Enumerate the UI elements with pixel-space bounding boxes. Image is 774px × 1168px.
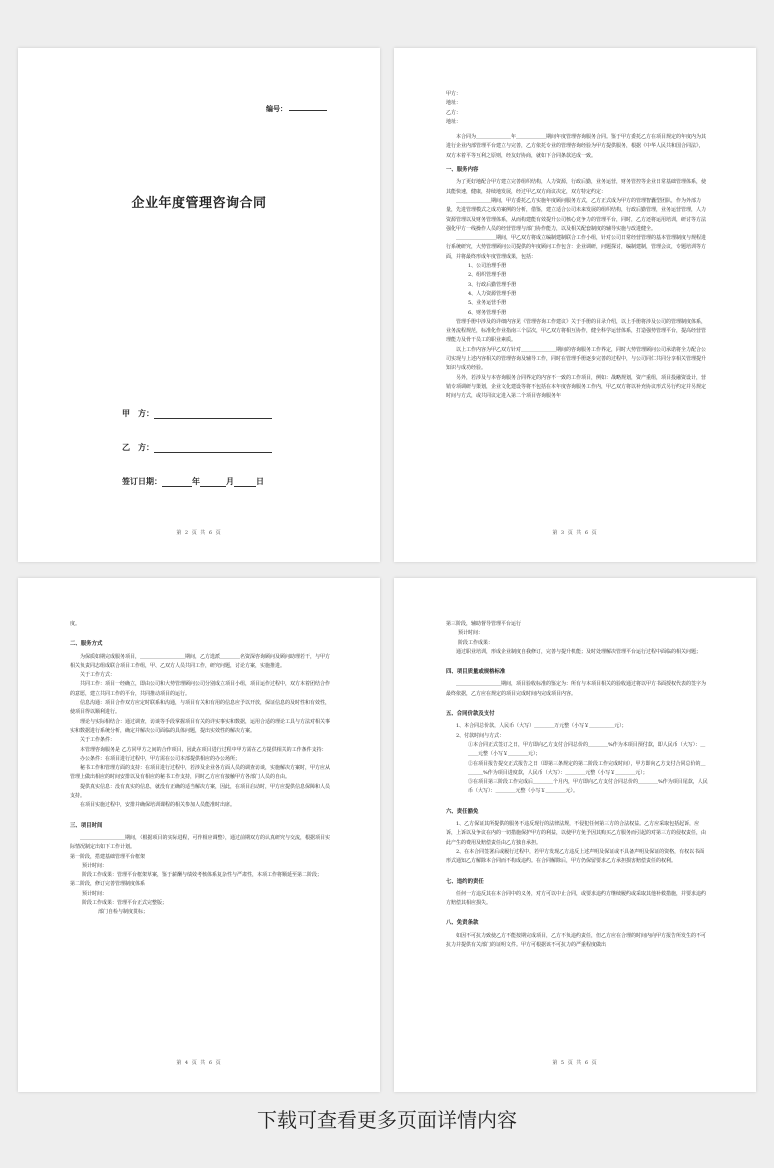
party-b-blank [154,452,272,453]
paragraph: 为保质如期完成服务项目，＿＿＿＿＿＿＿＿＿期间，乙方选派＿＿＿＿名资深咨询顾问及顾问助理若干，与甲方相关负责同志组成联合项目工作组，甲、乙双方人员共同工作，研究问题，讨论方案，实施推进。 [70,653,331,669]
paragraph: 2、在本合同签署后或履行过程中，若甲方发现乙方违反上述声明及保证或不具备声明及保证的资格，有权以书面形式通知乙方解除本合同而不构成违约。在合同解除后，甲方仍保留要求乙方承担损害赔偿责任的权利。 [446,848,705,865]
spacer [446,699,708,705]
paragraph: ②在项目报告提交正式报告之日（即第三条规定的第二阶段工作完成时间），甲方即向乙方支付合同总价的＿＿＿＿%作为项目进度款，人民币（大写）：＿＿＿＿元整（小写￥＿＿＿＿元）； [468,760,706,776]
paragraph: 通过职业培训，形成企业制度自我修订，完善与提升机能；及时处理解决管理平台运行过程中面临的相关问题； [456,648,702,655]
spacer [446,908,708,914]
paragraph: 阶段工作成果：管理平台框架草案，鉴于薪酬与绩效考核体系复杂性与严肃性，本项工作将顺延至第二阶段； [82,872,323,879]
paragraph: 预计时间： [82,862,108,869]
month-label: 月 [226,476,234,486]
paragraph: 5、业务运营手册 [468,300,507,307]
section-heading: 三、项目时间 [70,822,103,829]
page-4-text [70,620,332,918]
page-3-text [446,90,708,402]
sign-date-label: 签订日期： [122,476,162,486]
paragraph: 阶段工作成果：管理平台正式完整版； [82,900,168,907]
paragraph: 6、财务管理手册 [468,309,507,316]
paragraph: 共同工作：项目一经确立，即由公司和大势管理顾问公司分别成立项目小组，项目运作过程中，双方本着团结合作的意愿，建立共同工作的平台，共同推动项目的运行。 [70,681,331,697]
month-blank [200,486,226,487]
paragraph: 1、公司治理手册 [468,263,507,270]
section-heading: 七、违约的责任 [446,878,484,885]
paragraph: 信息沟通：项目合作双方应定时联系和沟通，与项目有关和有用的信息应予以开放，保证信息的及时性和有效性，使项目得以顺利进行。 [70,700,331,716]
page-3 [394,48,756,562]
paragraph: 3、行政后勤管理手册 [468,281,517,288]
page-footer: 第 4 页 共 6 页 [176,1060,222,1066]
day-label: 日 [256,476,264,486]
section-heading: 一、服务内容 [446,167,479,174]
paragraph: 以上工作内容为甲乙双方针对＿＿＿＿＿＿＿期间的咨询服务工作界定，同时大势管理顾问公司承诺将全力配合公司实现与上述内容相关的管理咨询及辅导工作，同时在管理手册逐步完善的过程中，与公司同仁共同分享相关管理提升知识与成功经验。 [446,346,707,372]
paragraph: ＿＿＿＿＿＿＿期间，甲方委托乙方实施年度顾问服务方式，乙方正式成为甲方的管理智囊型团队，作为外部力量，先进管理模式之成功案例的分析，借鉴，建立适合公司未来发展的组织结构，行政后勤管理，业务运营管理，人力资源管理以及财务管理体系，从而构建能有效提升公司核心竞争力的管理平台，同时，乙方还将运用培训，研讨等方法强化甲方一线操作人员的经营管理与部门协作能力，以及相关配套制度的辅导实施与改进健全。 [446,197,707,232]
paragraph: 2、付款时间与方式： [456,732,505,739]
page-5-text [446,620,708,950]
page-footer: 第 2 页 共 6 页 [176,530,222,536]
paragraph: 第一阶段，搭建基础管理平台框架 [70,853,146,860]
year-blank [162,486,192,487]
page-cover [18,48,380,562]
paragraph: 办公条件：在项目进行过程中，甲方需在公司本部提供相应的办公场所； [80,755,241,762]
paragraph: 管理手册中涉及的详细内容见《管理咨询工作建议》关于手册的目录介绍，以上手册将涉及公司的管理制度体系，业务流程规范，标准化作业指南三个层次，甲乙双方将相互协作，健全科学运营体系，打造强势管理平台，提高经营管理能力及骨干员工的职业素质。 [446,318,707,344]
section-heading: 二、服务方式 [70,641,103,648]
paragraph: 任何一方违反其在本合同中的义务，对方可以中止合同，或要求违约方继续履约或采取其他补救措施，并要求违约方赔偿其相应损失。 [446,890,707,907]
day-blank [234,486,256,487]
party-b-label: 乙 方： [122,442,154,452]
paragraph: 为了更好地配合甲方建立完善组织结构，人力资源，行政后勤，业务运营，财务管控等企业日常基础管理体系，使其能快速，健康，持续地发展，经过甲乙双方商议决定，双方特定约定： [446,179,707,195]
page-4 [18,578,380,1092]
paragraph: 地址： [446,118,462,125]
page-footer: 第 3 页 共 6 页 [552,530,598,536]
spacer [70,629,332,635]
paragraph: 关于工作条件： [80,737,116,744]
paragraph: ③在项目第三阶段工作完成后＿＿＿＿个月内，甲方即向乙方支付合同总价的＿＿＿＿%作为项目尾款，人民币（大写）：＿＿＿＿元整（小写￥＿＿＿＿元）。 [468,779,708,795]
spacer [70,811,332,817]
section-heading: 五、合同价款及支付 [446,711,495,718]
paragraph: 秘书工作和管理方面的支持：在项目进行过程中，若涉及企业各方面人员的调查访谈，实施解决方案时，甲方应从管理上做出相应的时间安排以及有相应的秘书工作支持，同时乙方应有接触甲方各部门人员的自由。 [70,765,331,781]
paragraph: 理论与实际相结合：通过调查，访谈等手段掌握项目有关的详实事实和数据，运用合适的理论工具与方法对相关事实和数据进行系统分析，确定并解决公司面临的具体问题，提出实效性的解决方案。 [70,718,331,734]
paragraph: 甲方： [446,91,462,97]
party-a-label: 甲 方： [122,408,154,418]
download-caption: 下载可查看更多页面详情内容 [257,1108,517,1132]
paragraph: ①本合同正式签订之日，甲方即向乙方支付合同总价的＿＿＿＿%作为本项目预付款，即人民币（大写）：＿＿＿元整（小写￥＿＿＿＿元）； [468,741,706,758]
paragraph: 2、组织管理手册 [468,272,507,279]
party-b-line [122,442,272,453]
paragraph: ＿＿＿＿＿＿＿＿＿期间，项目验收标准的鉴定为：所有与本项目相关的验收通过将以甲方书面授权代表的签字为最终依据，乙方应在规定的项目完成时间内完成项目内容。 [446,681,707,697]
serial-number [266,104,327,114]
paragraph: ＿＿＿＿＿＿＿＿＿期间，（根据项目的实际进程，可作相应调整），通过前期双方的认真研究与交流，根据项目实际情况制定出如下工作计划。 [70,834,331,851]
paragraph: 预计时间： [458,630,484,637]
paragraph: 关于工作方式： [80,672,116,679]
serial-blank [289,110,327,111]
paragraph: 部门自检与制度贯标； [98,909,149,916]
paragraph: 本管理咨询服务是 乙方同甲方之间的合作项目，因此在项目进行过程中甲方需在乙方提供相关的工作条件支持： [80,746,327,753]
sign-date-line [122,476,264,487]
paragraph: 乙方： [446,109,462,116]
spacer [446,797,708,803]
section-heading: 六、责任豁免 [446,808,479,815]
serial-label: 编号： [266,104,287,113]
party-a-blank [154,418,272,419]
paragraph: 4、人力资源管理手册 [468,290,517,297]
paragraph: 地址： [446,100,462,107]
paragraph: 预计时间： [82,890,108,897]
paragraph: 在项目实施过程中，安排并确保培训课程的相关参加人员能准时出席。 [80,802,236,809]
paragraph: 阶段工作成果： [458,639,494,646]
contract-title: 企业年度管理咨询合同 [131,196,267,211]
section-heading: 八、免责条款 [446,920,479,927]
spacer [446,657,708,663]
year-label: 年 [192,476,200,486]
paragraph: ＿＿＿＿＿＿＿＿期间，甲乙双方将成立编制建制联合工作小组，针对公司日常经营管理的基本管理制度与规程进行系统研究，大势管理顾问公司提供的年度顾问工作包含：企业调研，问题探讨，编制建制，管理会议，专题培训等方面，并将最终形成年度管理成果，包括： [446,235,707,260]
paragraph: 本合同为＿＿＿＿＿＿＿年＿＿＿＿＿＿期间年度管理咨询服务合同。鉴于甲方委托乙方在项目规定的年度内为其进行企业内部管理平台建立与完善，乙方依托专业的管理咨询经验为甲方提供服务，根据《中华人民共和国合同法》，双方本着平等互利之原则，经友好协商，就如下合同条款达成一致。 [446,134,707,159]
party-a-line [122,408,272,419]
spacer [446,867,708,873]
page-footer: 第 5 页 共 6 页 [552,1060,598,1066]
section-heading: 四、项目质量或规格标准 [446,669,506,676]
page-5 [394,578,756,1092]
paragraph: 提供真实信息：没有真实的信息，就没有正确的适当解决方案，因此，在项目启动时，甲方应提供信息保障和人员支持。 [70,783,331,800]
paragraph: 另外，若涉及与本咨询服务合同界定的内容不一致的工作项目，例如：战略规划，资产重组，项目投融资设计，营销专项调研与策划，企业文化建设等将不包括在本年度咨询服务工作内，甲乙双方将以补充协议形式另行约定并另规定时间与方式，或共同议定进入第二个项目咨询服务年 [446,374,707,400]
paragraph: 第三阶段，辅助督导管理平台运行 [446,621,522,627]
paragraph: 1、乙方保证其所提供的服务不违反现行的法律法规，不侵犯任何第三方的合法权益。乙方应采取包括起诉，应诉，上诉以及争议在内的一切措施保护甲方的利益，以使甲方免予因其购买乙方服务而引起的对第三方的侵权责任，由此产生的费用及赔偿责任由乙方独自承担。 [446,821,707,846]
paragraph: 度。 [70,621,81,627]
paragraph: 1、本合同总价款，人民币（大写）＿＿＿＿万元整（小写￥＿＿＿＿＿元）； [456,723,627,730]
paragraph: 第二阶段，修订完善管理制度体系 [70,881,146,888]
paragraph: 如因不可抗力致使乙方不能按期完成项目，乙方不负违约责任，但乙方应在合理的时间内向甲方报告所发生的不可抗力并提供有关部门的证明文件。甲方可根据该不可抗力的严重程度做出 [446,932,707,949]
